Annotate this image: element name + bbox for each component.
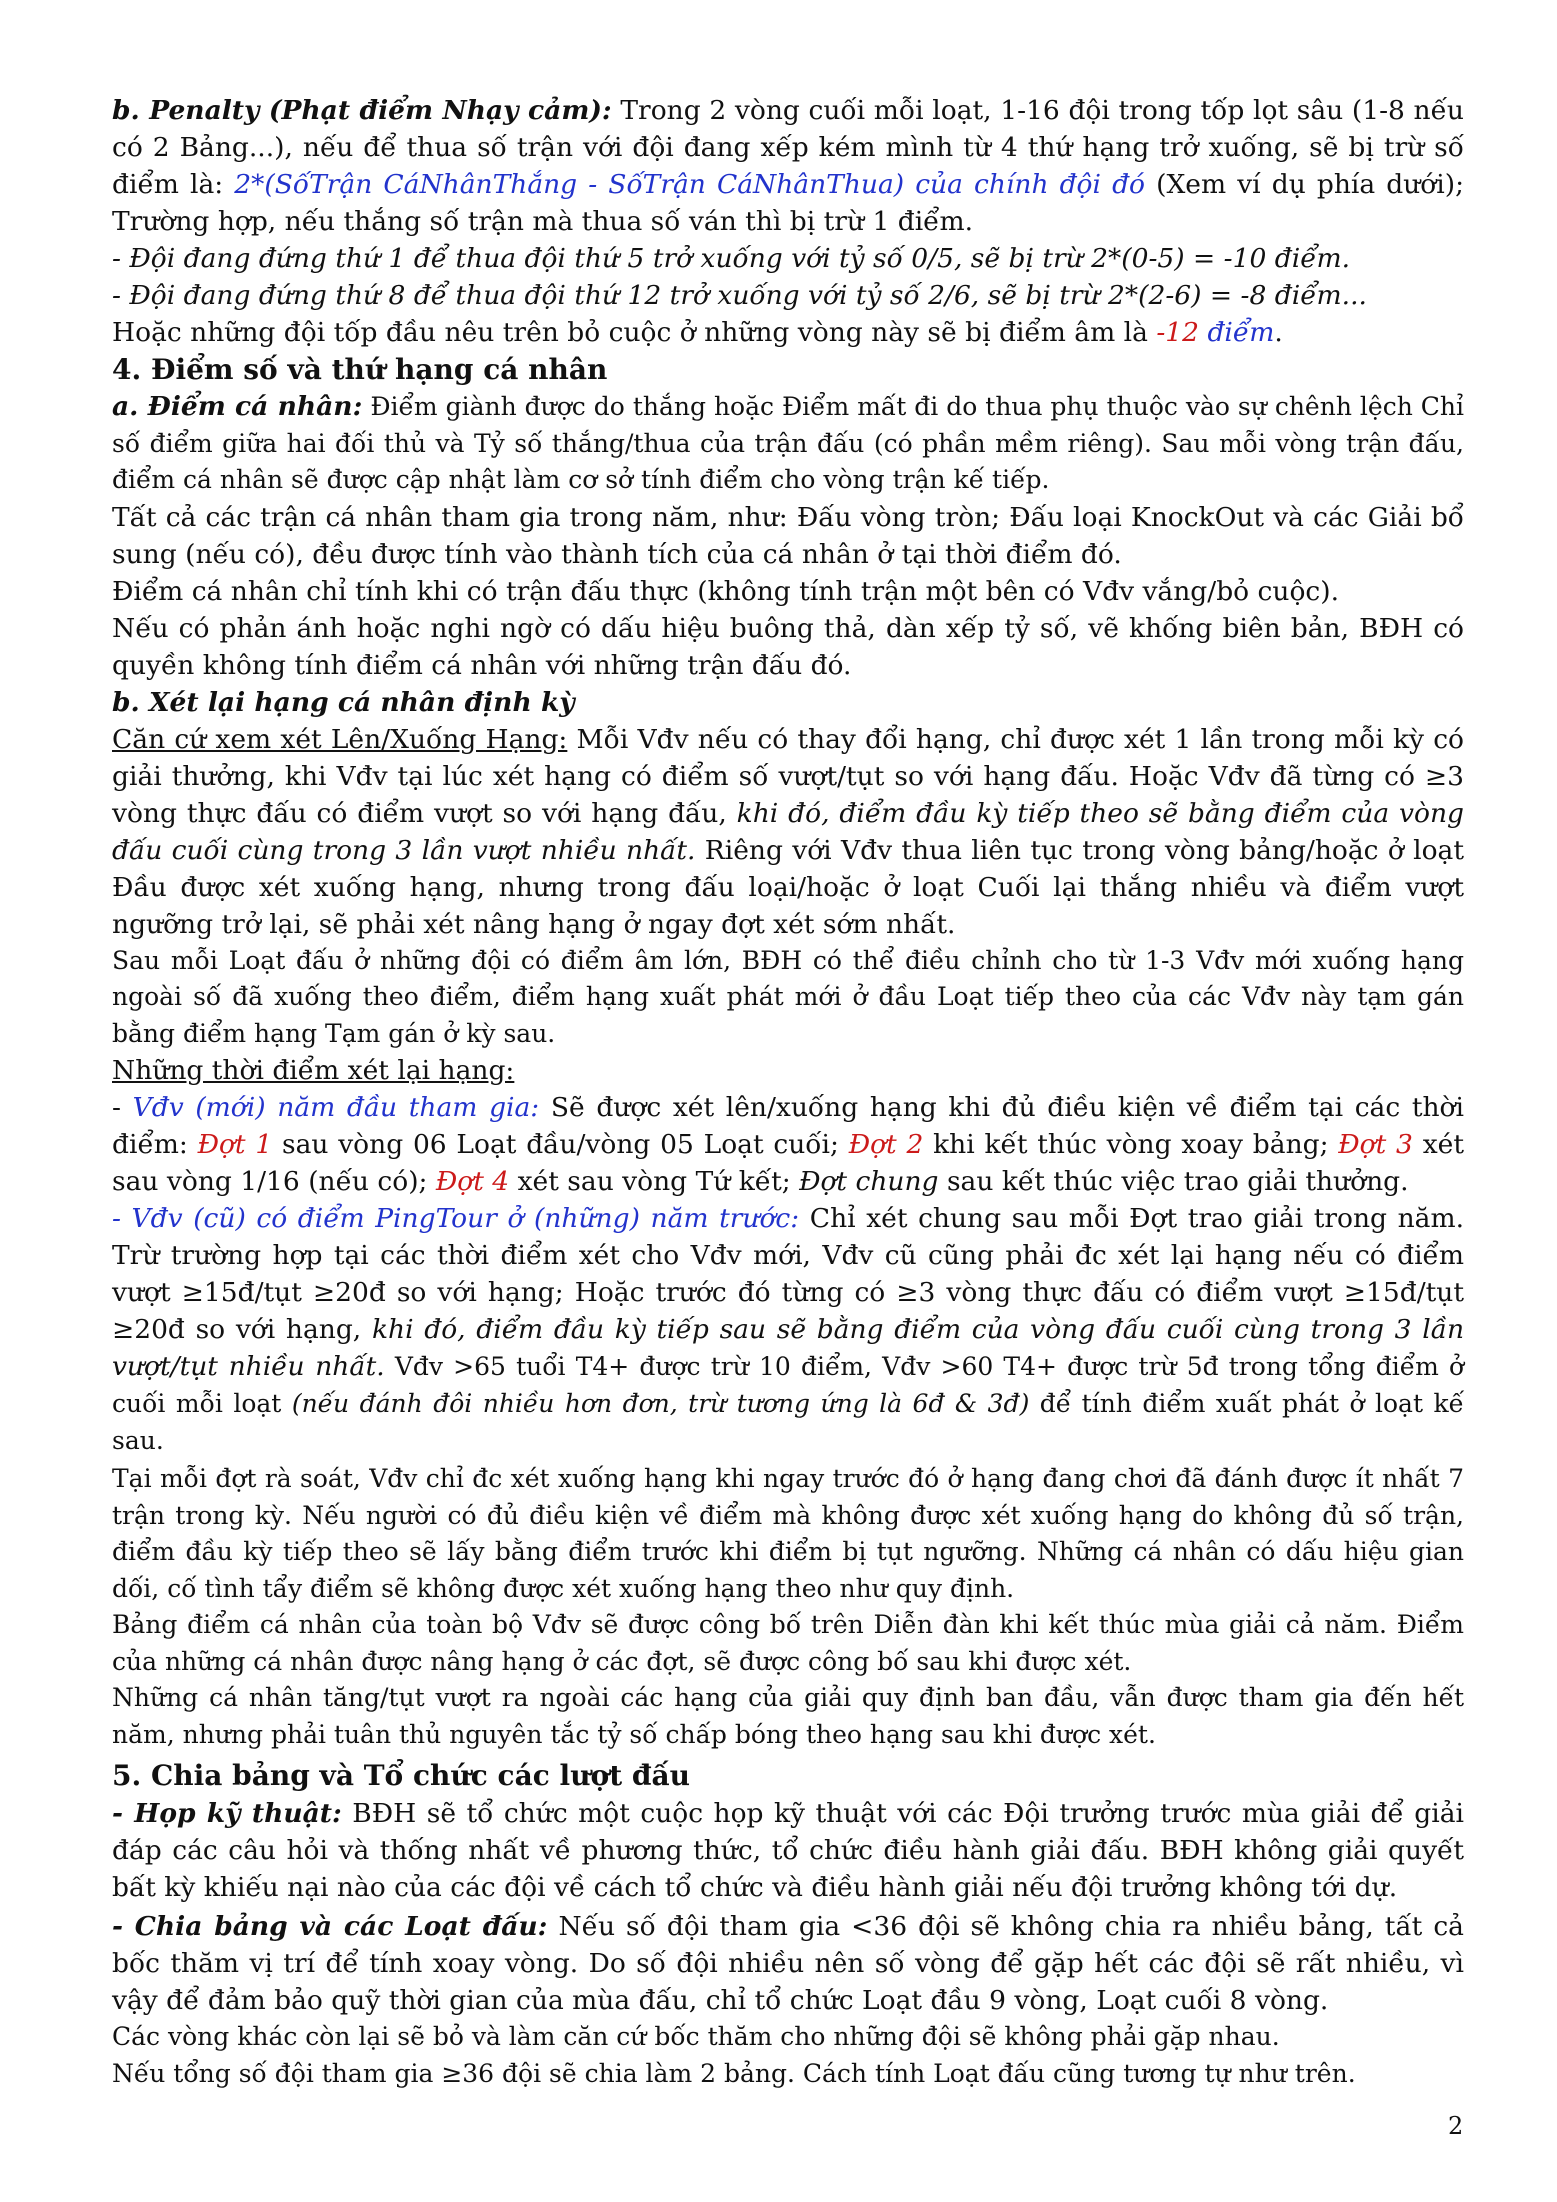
group-split-paragraph: - Chia bảng và các Loạt đấu: Nếu số đội tham gia <36 đội sẽ không chia ra nhiều bảng, tất cả bốc thăm vị trí để tính xoay vòng. Do số đội nhiều nên số vòng để gặp hết các đội sẽ rất nhiều, vì vậy để đảm bảo quỹ thời gian của mùa đấu, chỉ tổ chức Loạt đầu 9 vòng, Loạt cuối 8 vòng. xyxy=(112,1911,1464,2016)
penalty-paragraph: b. Penalty (Phạt điểm Nhạy cảm): Trong 2 vòng cuối mỗi loạt, 1-16 đội trong tốp lọt sâu (1-8 nếu có 2 Bảng...), nếu để thua số trận với đội đang xếp kém mình từ 4 thứ hạng trở xuống, sẽ bị trừ số điểm là: 2*(SốTrận CáNhânThắng - SốTrận CáNhânThua) của chính đội đó (Xem ví dụ phía dưới); Trường hợp, nếu thắng số trận mà thua số ván thì bị trừ 1 điểm. xyxy=(112,95,1464,237)
review-basis-paragraph: Căn cứ xem xét Lên/Xuống Hạng: Mỗi Vđv nếu có thay đổi hạng, chỉ được xét 1 lần trong mỗi kỳ có giải thưởng, khi Vđv tại lúc xét hạng có điểm số vượt/tụt so với hạng đấu. Hoặc Vđv đã từng có ≥3 vòng thực đấu có điểm vượt so với hạng đấu, khi đó, điểm đầu kỳ tiếp theo sẽ bằng điểm của vòng đấu cuối cùng trong 3 lần vượt nhiều nhất. Riêng với Vđv thua liên tục trong vòng bảng/hoặc ở loạt Đầu được xét xuống hạng, nhưng trong đấu loại/hoặc ở loạt Cuối lại thắng nhiều và điểm vượt ngưỡng trở lại, sẽ phải xét nâng hạng ở ngay đợt xét sớm nhất. xyxy=(112,723,1464,940)
penalty-forfeit: Hoặc những đội tốp đầu nêu trên bỏ cuộc ở những vòng này sẽ bị điểm âm là -12 điểm. xyxy=(112,317,1283,348)
tech-meeting-paragraph: - Họp kỹ thuật: BĐH sẽ tổ chức một cuộc họp kỹ thuật với các Đội trưởng trước mùa giải để giải đáp các câu hỏi và thống nhất về phương thức, tổ chức điều hành giải đấu. BĐH không giải quyết bất kỳ khiếu nại nào của các đội về cách tổ chức và điều hành giải nếu đội trưởng không tới dự. xyxy=(112,1798,1464,1903)
review-negative-teams: Sau mỗi Loạt đấu ở những đội có điểm âm lớn, BĐH có thể điều chỉnh cho từ 1-3 Vđv mới xuống hạng ngoài số đã xuống theo điểm, điểm hạng xuất phát mới ở đầu Loạt tiếp theo của các Vđv này tạm gán bằng điểm hạng Tạm gán ở kỳ sau. xyxy=(112,945,1464,1048)
penalty-example-1: - Đội đang đứng thứ 1 để thua đội thứ 5 trở xuống với tỷ số 0/5, sẽ bị trừ 2*(0-5) = -10 điểm. xyxy=(112,243,1351,274)
score-board-publication: Bảng điểm cá nhân của toàn bộ Vđv sẽ được công bố trên Diễn đàn khi kết thúc mùa giải cả năm. Điểm của những cá nhân được nâng hạng ở các đợt, sẽ được công bố sau khi được xét. xyxy=(112,1610,1464,1676)
page-number: 2 xyxy=(1448,2112,1464,2140)
tech-meeting-label: - Họp kỹ thuật: xyxy=(112,1798,342,1829)
section-5-heading: 5. Chia bảng và Tổ chức các lượt đấu xyxy=(112,1759,690,1792)
out-of-range-athletes: Những cá nhân tăng/tụt vượt ra ngoài các hạng của giải quy định ban đầu, vẫn được tham gia đến hết năm, nhưng phải tuân thủ nguyên tắc tỷ số chấp bóng theo hạng sau khi được xét. xyxy=(112,1683,1464,1749)
two-groups-paragraph: Nếu tổng số đội tham gia ≥36 đội sẽ chia làm 2 bảng. Cách tính Loạt đấu cũng tương tự như trên. xyxy=(112,2058,1356,2088)
new-athletes-label: Vđv (mới) năm đầu tham gia: xyxy=(132,1092,540,1123)
review-old-athletes: - Vđv (cũ) có điểm PingTour ở (những) năm trước: Chỉ xét chung sau mỗi Đợt trao giải trong năm. Trừ trường hợp tại các thời điểm xét cho Vđv mới, Vđv cũ cũng phải đc xét lại hạng nếu có điểm vượt ≥15đ/tụt ≥20đ so với hạng; Hoặc trước đó từng có ≥3 vòng thực đấu có điểm vượt ≥15đ/tụt ≥20đ so với hạng, khi đó, điểm đầu kỳ tiếp sau sẽ bằng điểm của vòng đấu cuối cùng trong 3 lần vượt/tụt nhiều nhất. Vđv >65 tuổi T4+ được trừ 10 điểm, Vđv >60 T4+ được trừ 5đ trong tổng điểm ở cuối mỗi loạt (nếu đánh đôi nhiều hơn đơn, trừ tương ứng là 6đ & 3đ) để tính điểm xuất phát ở loạt kế sau. xyxy=(112,1203,1465,1455)
review-minimum-matches: Tại mỗi đợt rà soát, Vđv chỉ đc xét xuống hạng khi ngay trước đó ở hạng đang chơi đã đánh được ít nhất 7 trận trong kỳ. Nếu người có đủ điều kiện về điểm mà không được xét xuống hạng do không đủ số trận, điểm đầu kỳ tiếp theo sẽ lấy bằng điểm trước khi điểm bị tụt ngưỡng. Những cá nhân có dấu hiệu gian dối, cố tình tẩy điểm sẽ không được xét xuống hạng theo như quy định. xyxy=(112,1464,1464,1603)
section-4-heading: 4. Điểm số và thứ hạng cá nhân xyxy=(112,353,608,386)
penalty-example-2: - Đội đang đứng thứ 8 để thua đội thứ 12 trở xuống với tỷ số 2/6, sẽ bị trừ 2*(2-6) = -8 điểm... xyxy=(112,280,1367,311)
personal-real-matches: Điểm cá nhân chỉ tính khi có trận đấu thực (không tính trận một bên có Vđv vắng/bỏ cuộc). xyxy=(112,575,1339,607)
review-basis-label: Căn cứ xem xét Lên/Xuống Hạng: xyxy=(112,723,568,755)
penalty-title: b. Penalty (Phạt điểm Nhạy cảm): xyxy=(112,95,612,126)
other-rounds-paragraph: Các vòng khác còn lại sẽ bỏ và làm căn cứ bốc thăm cho những đội sẽ không phải gặp nhau. xyxy=(112,2022,1280,2051)
penalty-formula: 2*(SốTrận CáNhânThắng - SốTrận CáNhânThua) của chính đội đó xyxy=(234,169,1146,200)
personal-suspicion: Nếu có phản ánh hoặc nghi ngờ có dấu hiệu buông thả, dàn xếp tỷ số, vẽ khống biên bản, BĐH có quyền không tính điểm cá nhân với những trận đấu đó. xyxy=(112,612,1464,681)
personal-all-matches: Tất cả các trận cá nhân tham gia trong năm, như: Đấu vòng tròn; Đấu loại KnockOut và các Giải bổ sung (nếu có), đều được tính vào thành tích của cá nhân ở tại thời điểm đó. xyxy=(112,501,1464,570)
personal-score-title: a. Điểm cá nhân: xyxy=(112,391,363,422)
review-times-label: Những thời điểm xét lại hạng: xyxy=(112,1055,515,1086)
review-new-athletes: - Vđv (mới) năm đầu tham gia: Sẽ được xét lên/xuống hạng khi đủ điều kiện về điểm tại các thời điểm: Đợt 1 sau vòng 06 Loạt đầu/vòng 05 Loạt cuối; Đợt 2 khi kết thúc vòng xoay bảng; Đợt 3 xét sau vòng 1/16 (nếu có); Đợt 4 xét sau vòng Tứ kết; Đợt chung sau kết thúc việc trao giải thưởng. xyxy=(112,1092,1464,1197)
document-page xyxy=(112,92,1464,2092)
personal-score-paragraph: a. Điểm cá nhân: Điểm giành được do thắng hoặc Điểm mất đi do thua phụ thuộc vào sự chênh lệch Chỉ số điểm giữa hai đối thủ và Tỷ số thắng/thua của trận đấu (có phần mềm riêng). Sau mỗi vòng trận đấu, điểm cá nhân sẽ được cập nhật làm cơ sở tính điểm cho vòng trận kế tiếp. xyxy=(112,391,1464,494)
old-athletes-label: - Vđv (cũ) có điểm PingTour ở (những) năm trước: xyxy=(112,1203,800,1234)
review-rank-title: b. Xét lại hạng cá nhân định kỳ xyxy=(112,686,575,718)
group-split-label: - Chia bảng và các Loạt đấu: xyxy=(112,1911,548,1942)
